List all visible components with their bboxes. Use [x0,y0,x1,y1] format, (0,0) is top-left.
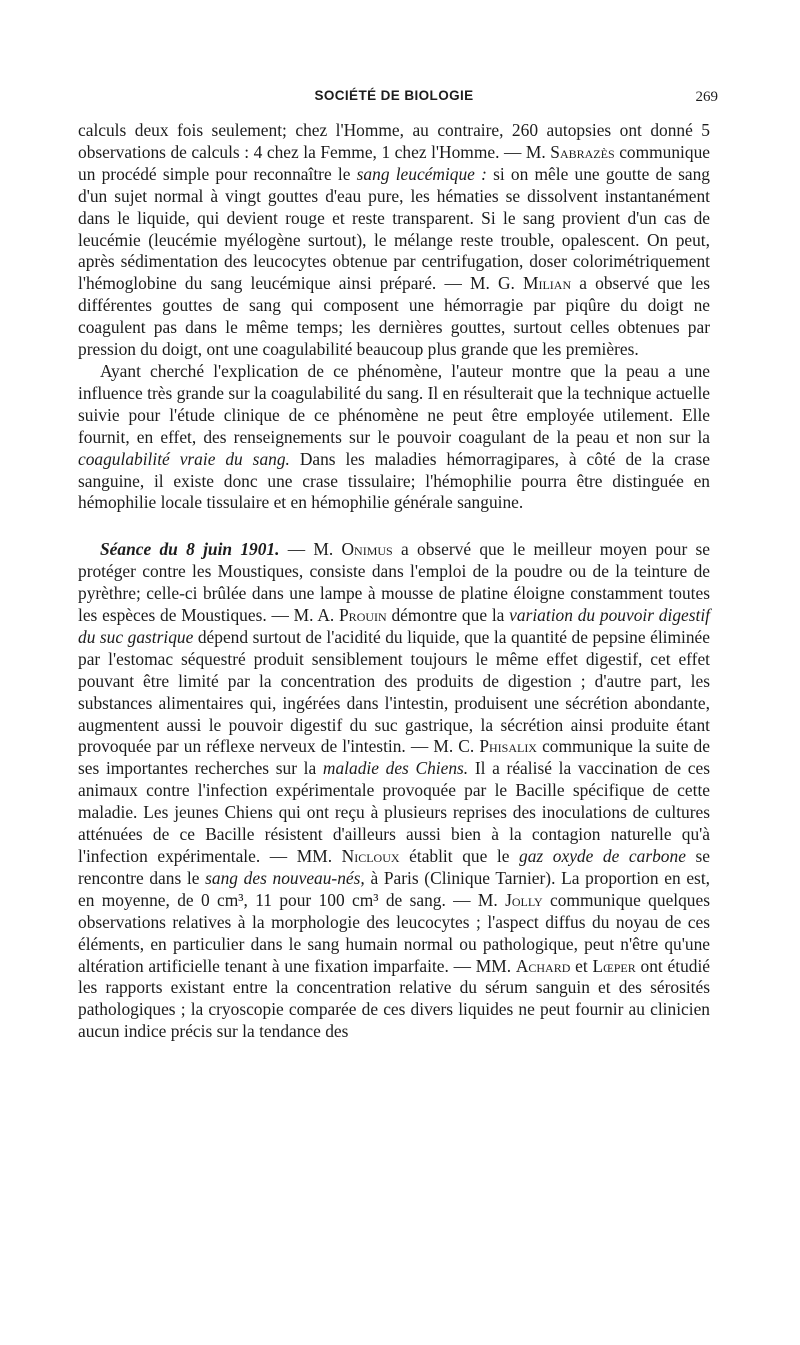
text-run: Ayant cherché l'explication de ce phénomène, l'auteur montre que la peau a une influence très grande sur la coagulabilité du sang. Il en résulterait que la technique actuelle suivie pour l'étude clinique de ce phénomène ne peut être employée utilement. Elle fournit, en effet, des renseignements sur le pouvoir coagulant de la peau et non sur la [78,360,710,447]
text-run: se rencontre dans le [78,846,710,888]
paragraph-sabrazes-milian [78,120,710,361]
text-run: Dans les maladies hémorragipares, à côté de la crase sanguine, il existe donc une crase tissulaire; l'hémophilie pourra être distinguée en hémophilie locale tissulaire et en hémophilie générale sanguine. [78,448,710,513]
italic-term: maladie des Chiens. [322,758,469,779]
author-name: Phisalix [479,736,537,757]
text-run: — M. [279,539,342,560]
text-run: Il a réalisé la vaccination de ces animaux contre l'infection expérimentale provoquée par le Bacille spécifique de cette maladie. Les jeunes Chiens qui ont reçu à plusieurs reprises des inoculations de cultures atténuées de ce Bacille résistent d'ailleurs aussi bien à la contagion naturelle qu'à l'infection expérimentale. — MM. [78,758,710,866]
running-title: SOCIÉTÉ DE BIOLOGIE [314,88,474,103]
text-run: à Paris (Clinique Tarnier). La proportion en est, en moyenne, de 0 cm³, 11 pour 100 cm³ de sang. — M. [78,867,711,910]
author-name: Milian [523,273,572,294]
text-run: dépend surtout de l'acidité du liquide, que la quantité de pepsine éliminée par l'estomac séquestré produit sensiblement toujours le même effet digestif, cet effet pouvant être limité par la concentration des produits de digestion ; d'autre part, les substances alimentaires qui, ingérées dans l'intestin, produisent une sécrétion abondante, augmentent aussi le pouvoir digestif du suc gastrique, la sécrétion ainsi produite étant provoquée par un réflexe nerveux de l'intestin. — M. C. [78,626,710,757]
journal-page [78,88,718,1043]
text-run: communique quelques observations relatives à la morphologie des leucocytes ; l'aspect diffus du noyau de ces éléments, en particulier dans le sang humain normal ou pathologique, peut n'être qu'une altération artificielle tenant à une fixation imparfaite. — MM. [78,889,710,976]
text-run: communique un procédé simple pour reconnaître le [78,141,710,184]
text-run: communique la suite de ses importantes recherches sur la [78,736,710,779]
text-run: calculs deux fois seulement; chez l'Homme, au contraire, 260 autopsies ont donné 5 observations de calculs : 4 chez la Femme, 1 chez l'Homme. — M. [78,120,710,162]
author-name: Jolly [505,889,543,910]
section-gap [78,514,710,539]
author-name: Achard [515,955,571,976]
paragraph-seance-8-juin-1901 [78,539,710,1043]
author-name: Sabrazès [550,141,615,162]
italic-term: variation du pouvoir digestif du suc gastrique [78,605,710,647]
author-name: Prouin [339,605,387,626]
italic-term: gaz oxyde de carbone [519,846,686,866]
paragraph-coagulabilite [78,361,710,514]
text-run: démontre que la [386,605,510,626]
author-name: Onimus [341,539,393,560]
text-run: ont étudié les rapports existant entre la concentration relative du sérum sanguin et des sérosités pathologiques ; la cryoscopie comparée de ces divers liquides ne peut fournir au clinicien aucun indice précis sur la tendance des [78,955,711,1042]
text-run: et [570,955,593,976]
text-run: a observé que les différentes gouttes de sang qui composent une hémorragie par piqûre du doigt ne coagulent pas dans le même temps; les dernières gouttes, surtout celles obtenues par pression du doigt, ont une coagulabilité beaucoup plus grande que les premières. [78,273,710,360]
italic-term: coagulabilité vraie du sang. [78,448,290,469]
text-run: a observé que le meilleur moyen pour se protéger contre les Moustiques, consiste dans l'emploi de la poudre ou de la teinture de pyrèthre; celle-ci brûlée dans une lampe à mousse de platine éloigne constamment toutes les espèces de Moustiques. — M. A. [78,539,710,626]
author-name: Nicloux [341,846,400,866]
italic-term: sang leucémique : [356,163,487,184]
author-name: Lœper [592,955,636,976]
text-run: établit que le [399,846,520,866]
session-date: Séance du 8 juin 1901. [100,539,280,560]
text-run: si on mêle une goutte de sang d'un sujet normal à vingt gouttes d'eau pure, les hématies se dissolvent instantanément dans le liquide, qui devient rouge et reste transparent. Si le sang provient d'un cas de leucémie (leucémie myélogène surtout), le mélange reste trouble, opalescent. On peut, après sédimentation des leucocytes obtenue par centrifugation, doser colorimétriquement l'hémoglobine du sang leucémique ainsi préparé. — M. G. [78,163,710,294]
running-head [78,88,718,110]
italic-term: sang des nouveau-nés, [205,867,365,888]
page-number: 269 [695,89,718,105]
